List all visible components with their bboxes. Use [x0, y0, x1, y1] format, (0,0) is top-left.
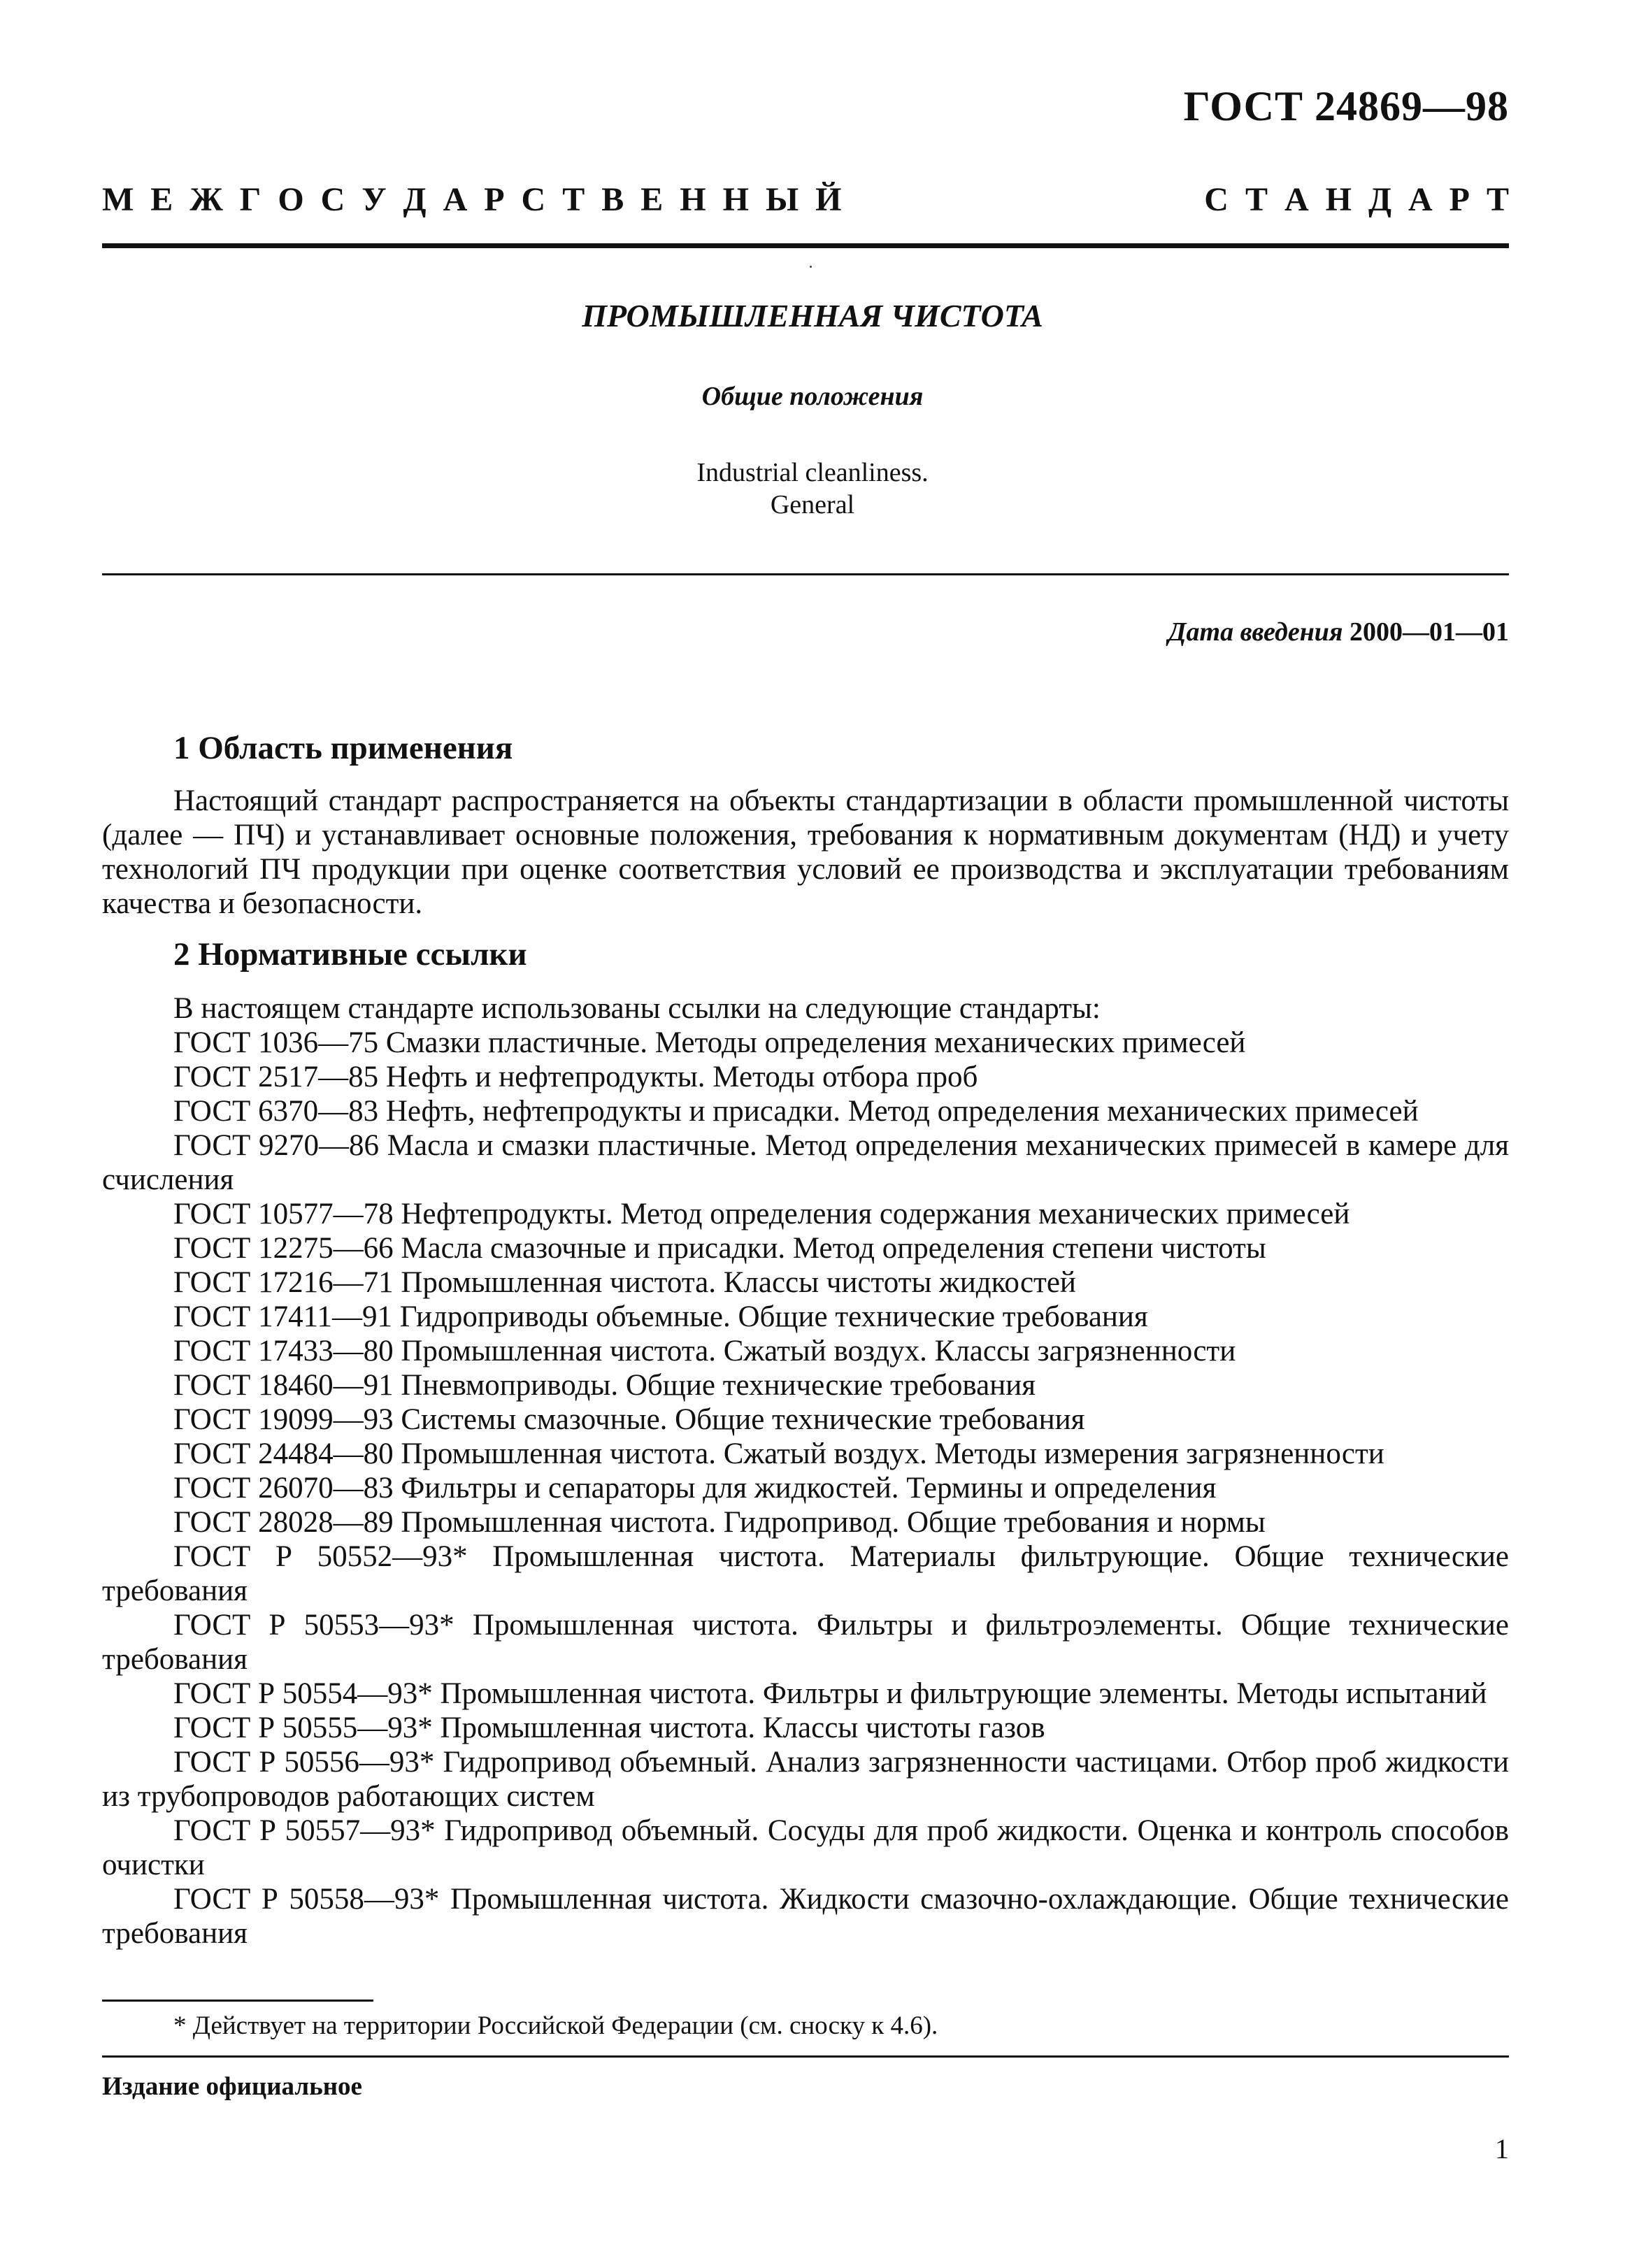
reference-item	[102, 1471, 1509, 1505]
reference-code: ГОСТ Р 50555—93*	[173, 1711, 433, 1744]
reference-item	[102, 1231, 1509, 1265]
reference-code: ГОСТ Р 50552—93*	[173, 1540, 468, 1573]
reference-title: Промышленная чистота. Материалы фильтрующие. Общие технические требования	[102, 1540, 1509, 1607]
reference-code: ГОСТ 6370—83	[173, 1095, 379, 1128]
reference-code: ГОСТ 1036—75	[173, 1026, 379, 1059]
reference-code: ГОСТ Р 50554—93*	[173, 1677, 433, 1710]
introduction-date	[1168, 617, 1509, 647]
document-title: ПРОМЫШЛЕННАЯ ЧИСТОТА	[582, 298, 1043, 333]
footnote-rule	[102, 2000, 373, 2002]
reference-code: ГОСТ 26070—83	[173, 1472, 394, 1505]
reference-item	[102, 1745, 1509, 1814]
reference-item	[102, 1402, 1509, 1437]
reference-code: ГОСТ Р 50557—93*	[173, 1814, 436, 1847]
reference-title: Системы смазочные. Общие технические требования	[401, 1403, 1085, 1436]
reference-item	[102, 1368, 1509, 1402]
reference-item	[102, 1128, 1509, 1197]
reference-title: Нефтепродукты. Метод определения содержания механических примесей	[401, 1198, 1350, 1230]
reference-code: ГОСТ 2517—85	[173, 1061, 379, 1093]
reference-title: Нефть и нефтепродукты. Методы отбора проб	[385, 1061, 978, 1093]
section-2-body	[102, 991, 1509, 1951]
reference-code: ГОСТ Р 50558—93*	[173, 1883, 440, 1916]
english-title-line1: Industrial cleanliness.	[696, 458, 929, 487]
reference-code: ГОСТ 24484—80	[173, 1437, 394, 1470]
reference-item	[102, 1677, 1509, 1711]
reference-item	[102, 1608, 1509, 1677]
english-title-line2: General	[770, 490, 855, 519]
reference-title: Фильтры и сепараторы для жидкостей. Термины и определения	[401, 1472, 1217, 1505]
introduction-date-label: Дата введения	[1168, 617, 1343, 647]
header-rule	[102, 243, 1509, 248]
reference-title: Масла и смазки пластичные. Метод определения механических примесей в камере для счисления	[102, 1129, 1509, 1196]
reference-title: Смазки пластичные. Методы определения механических примесей	[385, 1026, 1246, 1059]
reference-code: ГОСТ Р 50553—93*	[173, 1609, 454, 1642]
reference-item	[102, 1505, 1509, 1539]
scan-speck	[810, 266, 812, 268]
reference-item	[102, 1094, 1509, 1128]
footnote: * Действует на территории Российской Федерации (см. сноску к 4.6).	[173, 2011, 938, 2040]
reference-item	[102, 1882, 1509, 1951]
reference-title: Гидроприводы объемные. Общие технические требования	[399, 1300, 1148, 1333]
reference-code: ГОСТ 17216—71	[173, 1266, 394, 1299]
reference-code: ГОСТ Р 50556—93*	[173, 1746, 435, 1779]
standard-type-heading	[102, 180, 1509, 219]
reference-title: Промышленная чистота. Классы чистоты жидкостей	[401, 1266, 1076, 1299]
section-1-body	[102, 784, 1509, 921]
page-number: 1	[1495, 2133, 1509, 2165]
section-1-paragraph: Настоящий стандарт распространяется на объекты стандартизации в области промышленной чистоты (далее — ПЧ) и устанавливает основные положения, требования к нормативным документам (НД) и учету технологий ПЧ продукции при оценке соответствия условий ее производства и эксплуатации требованиям качества и безопасности.	[102, 784, 1509, 920]
interstate-label: М Е Ж Г О С У Д А Р С Т В Е Н Н Ы Й	[102, 181, 842, 218]
reference-title: Промышленная чистота. Сжатый воздух. Методы измерения загрязненности	[401, 1437, 1384, 1470]
gost-number: ГОСТ 24869—98	[1183, 83, 1509, 129]
edition-label: Издание официальное	[102, 2072, 362, 2101]
reference-item	[102, 1711, 1509, 1745]
reference-item	[102, 1437, 1509, 1471]
reference-item	[102, 1026, 1509, 1060]
reference-code: ГОСТ 28028—89	[173, 1506, 394, 1539]
reference-code: ГОСТ 17411—91	[173, 1300, 392, 1333]
reference-title: Гидропривод объемный. Анализ загрязненности частицами. Отбор проб жидкости из трубопроводов работающих систем	[102, 1746, 1509, 1813]
reference-code: ГОСТ 17433—80	[173, 1335, 394, 1368]
reference-title: Промышленная чистота. Фильтры и фильтроэлементы. Общие технические требования	[102, 1609, 1509, 1676]
standard-label: С Т А Н Д А Р Т	[1204, 181, 1509, 218]
english-title	[0, 457, 1625, 521]
reference-item	[102, 1060, 1509, 1094]
reference-title: Промышленная чистота. Жидкости смазочно-охлаждающие. Общие технические требования	[102, 1883, 1510, 1950]
reference-item	[102, 1814, 1509, 1882]
reference-title: Нефть, нефтепродукты и присадки. Метод определения механических примесей	[385, 1095, 1419, 1128]
introduction-date-value: 2000—01—01	[1350, 617, 1509, 647]
reference-code: ГОСТ 19099—93	[173, 1403, 394, 1436]
reference-code: ГОСТ 12275—66	[173, 1232, 394, 1265]
section-2-heading: 2 Нормативные ссылки	[173, 936, 527, 972]
reference-item	[102, 1300, 1509, 1334]
reference-item	[102, 1197, 1509, 1231]
document-subtitle: Общие положения	[701, 382, 924, 411]
reference-title: Промышленная чистота. Фильтры и фильтрующие элементы. Методы испытаний	[440, 1677, 1487, 1710]
title-rule	[102, 573, 1509, 575]
reference-title: Промышленная чистота. Классы чистоты газов	[440, 1711, 1045, 1744]
section-1-heading: 1 Область применения	[173, 730, 513, 766]
reference-title: Масла смазочные и присадки. Метод определения степени чистоты	[401, 1232, 1266, 1265]
section-2-lead: В настоящем стандарте использованы ссылки на следующие стандарты:	[173, 992, 1101, 1025]
reference-title: Пневмоприводы. Общие технические требования	[401, 1369, 1036, 1402]
reference-title: Промышленная чистота. Гидропривод. Общие требования и нормы	[401, 1506, 1266, 1539]
reference-code: ГОСТ 10577—78	[173, 1198, 394, 1230]
reference-item	[102, 1539, 1509, 1608]
reference-code: ГОСТ 9270—86	[173, 1129, 380, 1162]
reference-item	[102, 1265, 1509, 1300]
reference-list	[102, 1026, 1509, 1951]
reference-code: ГОСТ 18460—91	[173, 1369, 394, 1402]
footer-rule	[102, 2055, 1509, 2058]
reference-title: Гидропривод объемный. Сосуды для проб жидкости. Оценка и контроль способов очистки	[102, 1814, 1510, 1881]
reference-title: Промышленная чистота. Сжатый воздух. Классы загрязненности	[401, 1335, 1236, 1368]
reference-item	[102, 1334, 1509, 1368]
